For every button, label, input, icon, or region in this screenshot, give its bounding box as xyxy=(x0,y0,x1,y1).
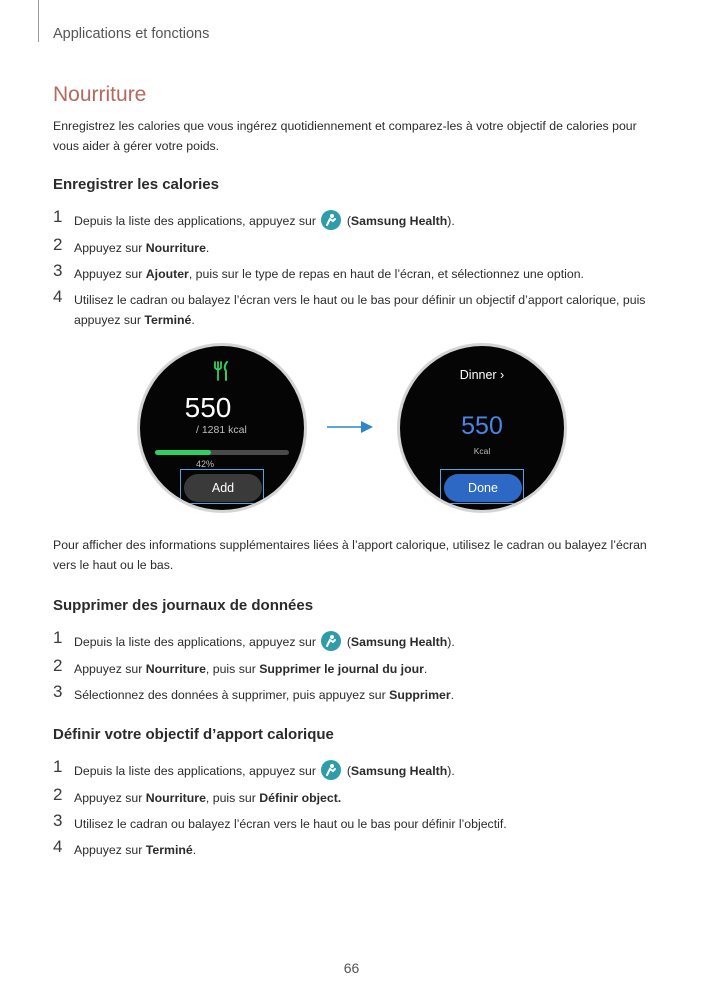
goal-step-2: 2 Appuyez sur Nourriture, puis sur Définir object. xyxy=(53,785,342,805)
after-paragraph: Pour afficher des informations supplémentaires liées à l’apport calorique, utilisez le cadran ou balayez l’écran vers le haut ou le bas. xyxy=(53,538,647,572)
step-number: 1 xyxy=(53,207,63,226)
meal-selector[interactable]: Dinner › xyxy=(459,368,505,382)
step-number: 4 xyxy=(53,837,63,856)
delete-step-1: 1 Depuis la liste des applications, appuyez sur (Samsung Health). xyxy=(53,628,455,649)
subheading-delete-logs: Supprimer des journaux de données xyxy=(53,597,314,614)
done-button[interactable]: Done xyxy=(444,474,522,502)
section-title: Nourriture xyxy=(53,83,147,106)
progress-bar xyxy=(155,450,289,455)
watch-screen-food xyxy=(137,343,307,513)
calorie-goal: / 1281 kcal xyxy=(196,424,247,436)
step-number: 1 xyxy=(53,628,63,647)
log-step-3: 3 Appuyez sur Ajouter, puis sur le type de repas en haut de l’écran, et sélectionnez une option. xyxy=(53,261,584,281)
subheading-log-calories: Enregistrer les calories xyxy=(53,176,219,193)
header-rule xyxy=(38,0,39,42)
goal-step-4: 4 Appuyez sur Terminé. xyxy=(53,837,197,857)
samsung-health-icon xyxy=(321,210,341,230)
watch-face xyxy=(400,346,564,510)
intro-paragraph: Enregistrez les calories que vous ingérez quotidiennement et comparez-les à votre objectif de calories pour vous aider à gérer votre poids. xyxy=(53,119,637,153)
log-step-4: 4 Utilisez le cadran ou balayez l’écran vers le haut ou le bas pour définir un objectif d’apport calorique, puis appuyez sur Terminé. xyxy=(53,287,646,327)
step-number: 2 xyxy=(53,656,63,675)
log-step-2: 2 Appuyez sur Nourriture. xyxy=(53,235,210,255)
log-step-1: 1 Depuis la liste des applications, appuyez sur (Samsung Health). xyxy=(53,207,455,228)
step-number: 1 xyxy=(53,757,63,776)
arrow-right-icon xyxy=(327,420,375,434)
step-number: 3 xyxy=(53,261,63,280)
calorie-unit: Kcal xyxy=(473,446,491,456)
samsung-health-icon xyxy=(321,760,341,780)
calorie-value: 550 xyxy=(184,392,232,423)
delete-step-3: 3 Sélectionnez des données à supprimer, puis appuyez sur Supprimer. xyxy=(53,682,455,702)
step-number: 2 xyxy=(53,235,63,254)
step-number: 3 xyxy=(53,811,63,830)
step-number: 3 xyxy=(53,682,63,701)
fork-knife-icon xyxy=(213,361,231,381)
progress-fill xyxy=(155,450,211,455)
highlight-frame xyxy=(440,469,524,504)
samsung-health-icon xyxy=(321,631,341,651)
watch-screen-goal xyxy=(397,343,567,513)
page-number: 66 xyxy=(343,960,360,976)
subheading-set-goal: Définir votre objectif d’apport calorique xyxy=(53,726,334,743)
calorie-goal-value: 550 xyxy=(461,412,503,440)
progress-percent: 42% xyxy=(196,459,215,469)
watch-face xyxy=(140,346,304,510)
highlight-frame xyxy=(180,469,264,504)
add-button[interactable]: Add xyxy=(184,474,262,502)
goal-step-1: 1 Depuis la liste des applications, appuyez sur (Samsung Health). xyxy=(53,757,455,778)
goal-step-3: 3 Utilisez le cadran ou balayez l’écran vers le haut ou le bas pour définir l’objectif. xyxy=(53,811,507,831)
step-number: 4 xyxy=(53,287,63,306)
header-title: Applications et fonctions xyxy=(53,26,210,42)
step-number: 2 xyxy=(53,785,63,804)
delete-step-2: 2 Appuyez sur Nourriture, puis sur Supprimer le journal du jour. xyxy=(53,656,428,676)
